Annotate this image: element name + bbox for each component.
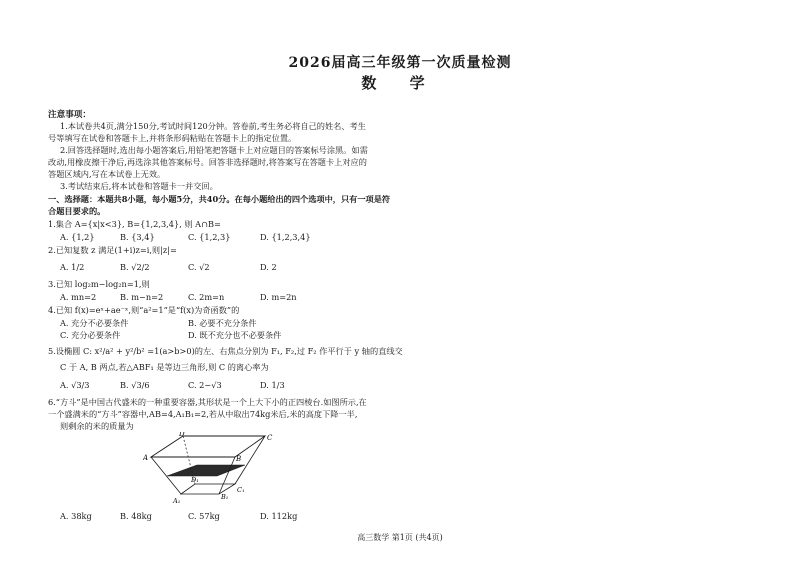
rice-surface xyxy=(167,465,245,476)
question-2-option-b: B. √2/2 xyxy=(120,262,150,272)
question-2-option-d: D. 2 xyxy=(260,262,277,272)
question-2-option-c: C. √2 xyxy=(188,262,210,272)
notice-item-2-line-2: 改动,用橡皮擦干净后,再选涂其他答案标号。回答非选择题时,将答案写在答题卡上对应的 xyxy=(48,157,367,167)
label-d: D xyxy=(179,432,185,438)
label-b1: B₁ xyxy=(221,493,229,501)
question-4-stem: 4.已知 f(x)=eˣ+ae⁻ˣ,则“a²=1”是“f(x)为奇函数”的 xyxy=(48,305,240,315)
question-1-stem: 1.集合 A={x|x<3}, B={1,2,3,4}, 则 A∩B= xyxy=(48,219,221,229)
notice-item-1-line-1: 1.本试卷共4页,满分150分,考试时间120分钟。答卷前,考生务必将自己的姓名、考生 xyxy=(60,121,366,131)
label-a: A xyxy=(143,454,149,462)
question-4-option-a: A. 充分不必要条件 xyxy=(60,318,129,328)
question-6-option-c: C. 57kg xyxy=(188,511,220,521)
label-d1: D₁ xyxy=(191,476,199,484)
section-1-heading-line-1: 一、选择题：本题共8小题，每小题5分，共40分。在每小题给出的四个选项中，只有一项是符 xyxy=(48,194,391,204)
question-6-stem-line-2: 一个盛满米的“方斗”容器中,AB=4,A₁B₁=2,若从中取出74kg米后,米的高度下降一半, xyxy=(48,409,358,419)
question-4-option-d: D. 既不充分也不必要条件 xyxy=(188,330,282,340)
section-1-heading-line-2: 合题目要求的。 xyxy=(48,206,106,216)
question-3-option-a: A. mn=2 xyxy=(60,292,97,302)
question-3-stem: 3.已知 log₂m−log₂n=1,则 xyxy=(48,279,150,289)
question-2-option-a: A. 1/2 xyxy=(60,262,85,272)
question-3-option-d: D. m=2n xyxy=(260,292,297,302)
question-5-option-b: B. √3/6 xyxy=(120,380,150,390)
question-5-stem-line-2: C 于 A, B 两点,若△ABF₁ 是等边三角形,则 C 的离心率为 xyxy=(60,362,269,372)
question-1-option-d: D. {1,2,3,4} xyxy=(260,232,311,242)
notice-item-2-line-3: 答题区域内,写在本试卷上无效。 xyxy=(48,169,166,179)
question-1-option-a: A. {1,2} xyxy=(60,232,95,242)
question-1-option-b: B. {3,4} xyxy=(120,232,155,242)
frustum-figure xyxy=(143,432,273,510)
notice-item-1-line-2: 号等填写在试卷和答题卡上,并将条形码粘贴在答题卡上的指定位置。 xyxy=(48,133,297,143)
question-3-option-c: C. 2m=n xyxy=(188,292,225,302)
question-4-option-c: C. 充分必要条件 xyxy=(60,330,121,340)
question-6-stem-line-1: 6.“方斗”是中国古代盛米的一种重要容器,其形状是一个上大下小的正四棱台.如图所示,在 xyxy=(48,397,367,407)
question-3-option-b: B. m−n=2 xyxy=(120,292,164,302)
exam-subject: 数 学 xyxy=(361,74,439,92)
label-a1: A₁ xyxy=(173,497,181,505)
page-footer: 高三数学 第1页 (共4页) xyxy=(357,533,443,542)
question-6-option-a: A. 38kg xyxy=(60,511,92,521)
exam-title: 2026届高三年级第一次质量检测 xyxy=(288,55,512,71)
label-c: C xyxy=(267,434,273,442)
frustum-top-face xyxy=(151,436,265,457)
question-5-option-a: A. √3/3 xyxy=(60,380,90,390)
notice-item-2-line-1: 2.回答选择题时,选出每小题答案后,用铅笔把答题卡上对应题目的答案标号涂黑。如需 xyxy=(60,145,368,155)
question-1-option-c: C. {1,2,3} xyxy=(188,232,231,242)
notice-heading: 注意事项： xyxy=(48,110,91,120)
question-2-stem: 2.已知复数 z 满足(1+i)z=i,则|z|= xyxy=(48,245,177,255)
question-5-option-c: C. 2−√3 xyxy=(188,380,222,390)
question-4-option-b: B. 必要不充分条件 xyxy=(188,318,257,328)
label-b: B xyxy=(236,455,242,463)
question-6-stem-line-3: 则剩余的米的质量为 xyxy=(60,421,134,431)
question-6-option-b: B. 48kg xyxy=(120,511,152,521)
notice-item-3: 3.考试结束后,将本试卷和答题卡一并交回。 xyxy=(60,181,218,191)
question-5-stem-line-1: 5.设椭圆 C: x²/a² + y²/b² =1(a>b>0)的左、右焦点分别为 F₁, F₂,过 F₂ 作平行于 y 轴的直线交 xyxy=(48,346,403,356)
edge-bb1 xyxy=(219,457,235,494)
question-5-option-d: D. 1/3 xyxy=(260,380,285,390)
question-6-option-d: D. 112kg xyxy=(260,511,298,521)
label-c1: C₁ xyxy=(237,486,245,494)
